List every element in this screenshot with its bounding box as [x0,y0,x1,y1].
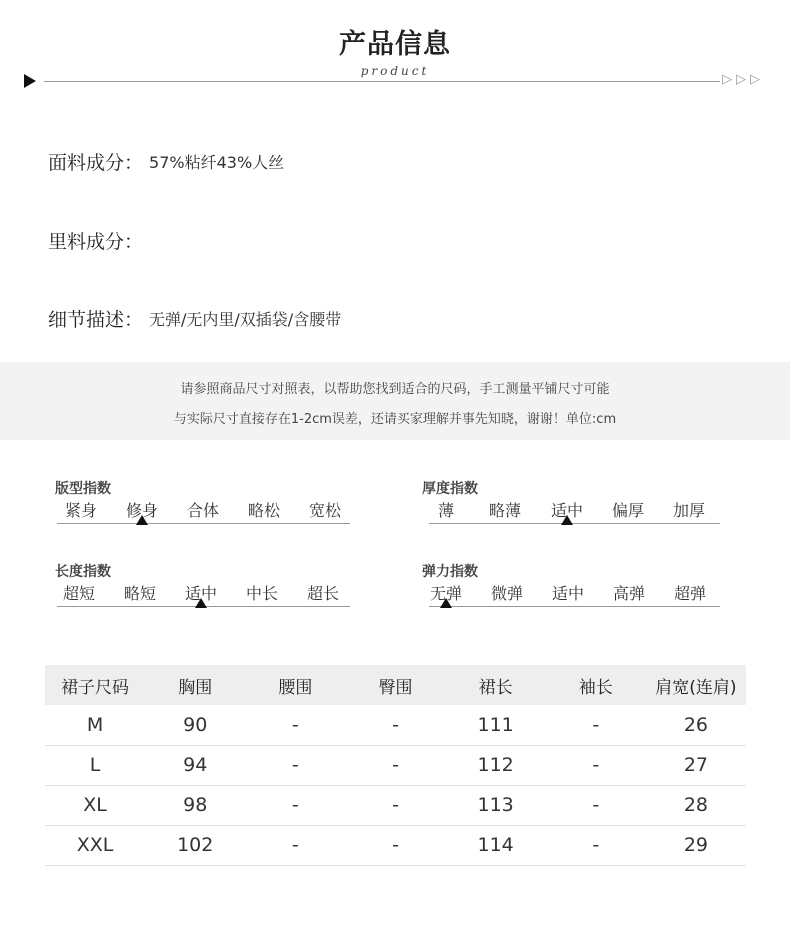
fit-index-title: 版型指数 [55,481,111,497]
table-row [45,745,746,785]
page-subtitle: product [360,64,430,78]
elasticity-index-line [429,606,720,607]
play-triangle-icon [24,74,36,88]
length-option: 适中 [184,584,217,603]
header-size: 裙子尺码 [45,665,145,705]
table-row [45,705,746,745]
table-cell: 113 [446,785,546,825]
thickness-option: 薄 [437,501,454,520]
length-option: 中长 [245,584,278,603]
lining-row [48,227,149,253]
table-cell: 112 [446,745,546,785]
table-row [45,785,746,825]
triangle-up-icon [440,598,452,608]
table-cell: - [345,705,445,745]
header-shoulder: 肩宽(连肩) [646,665,746,705]
table-cell: 90 [145,705,245,745]
table-cell: - [546,705,646,745]
notice-line-1: 请参照商品尺寸对照表，以帮助您找到适合的尺码，手工测量平铺尺寸可能 [180,382,610,397]
table-cell: - [245,785,345,825]
elasticity-option: 适中 [551,584,584,603]
fit-option: 修身 [125,501,158,520]
elasticity-option: 微弹 [490,584,523,603]
table-cell: XXL [45,825,145,865]
table-cell: - [345,745,445,785]
table-cell: 111 [446,705,546,745]
header-dress-length: 裙长 [446,665,546,705]
elasticity-option: 无弹 [429,584,462,603]
elasticity-option: 超弹 [673,584,706,603]
outline-arrows-icon: ▷▷▷ [722,72,764,87]
table-cell: L [45,745,145,785]
fit-option: 略松 [247,501,280,520]
table-cell: XL [45,785,145,825]
thickness-index-title: 厚度指数 [422,481,478,497]
fabric-value: 57%粘纤43%人丝 [149,152,285,172]
header-divider [44,81,720,82]
table-cell: M [45,705,145,745]
table-cell: 114 [446,825,546,865]
table-cell: - [245,825,345,865]
length-option: 超长 [306,584,339,603]
lining-label: 里料成分： [48,230,144,253]
thickness-option: 加厚 [672,501,705,520]
table-cell: - [345,825,445,865]
fit-option: 紧身 [64,501,97,520]
table-cell: - [546,785,646,825]
fit-option: 宽松 [308,501,341,520]
table-cell: - [546,745,646,785]
fabric-label: 面料成分： [48,151,144,174]
table-cell: 29 [646,825,746,865]
table-cell: - [546,825,646,865]
fit-option: 合体 [186,501,219,520]
thickness-option: 适中 [550,501,583,520]
header-waist: 腰围 [245,665,345,705]
fabric-row [48,148,284,174]
fit-index-line [57,523,350,524]
size-table [45,665,746,866]
length-option: 超短 [62,584,95,603]
table-row [45,825,746,865]
table-cell: - [345,785,445,825]
table-cell: 94 [145,745,245,785]
header-hip: 臀围 [345,665,445,705]
elasticity-index-title: 弹力指数 [422,564,478,580]
details-label: 细节描述： [48,308,144,331]
elasticity-option: 高弹 [612,584,645,603]
table-cell: 26 [646,705,746,745]
thickness-option: 略薄 [488,501,521,520]
length-index-title: 长度指数 [55,564,111,580]
header-bust: 胸围 [145,665,245,705]
notice-line-2: 与实际尺寸直接存在1-2cm误差，还请买家理解并事先知晓，谢谢！单位:cm [173,412,617,427]
page-title: 产品信息 [339,29,451,60]
table-cell: - [245,705,345,745]
triangle-up-icon [136,515,148,525]
details-row [48,305,341,331]
length-option: 略短 [123,584,156,603]
triangle-up-icon [195,598,207,608]
details-value: 无弹/无内里/双插袋/含腰带 [149,309,342,329]
thickness-option: 偏厚 [611,501,644,520]
size-notice [0,362,790,440]
table-cell: 102 [145,825,245,865]
table-cell: 27 [646,745,746,785]
triangle-up-icon [561,515,573,525]
header-sleeve: 袖长 [546,665,646,705]
table-header-row [45,665,746,705]
table-cell: 98 [145,785,245,825]
table-cell: - [245,745,345,785]
table-cell: 28 [646,785,746,825]
thickness-index-line [429,523,720,524]
